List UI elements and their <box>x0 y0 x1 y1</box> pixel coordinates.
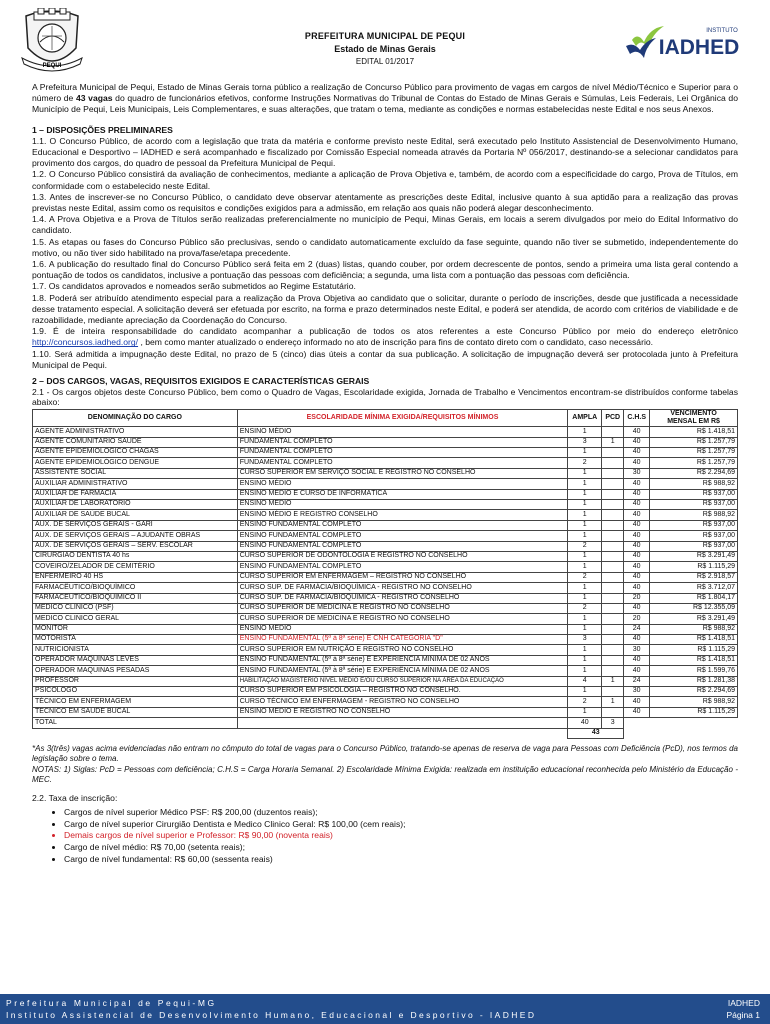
cell-chs: 40 <box>624 707 650 717</box>
municipal-crest-icon <box>20 8 84 74</box>
total-blank-chs <box>624 718 650 728</box>
cell-chs: 40 <box>624 655 650 665</box>
cell-vencimento: R$ 1.115,29 <box>650 562 738 572</box>
cell-chs: 40 <box>624 510 650 520</box>
cell-ampla: 1 <box>568 583 602 593</box>
cell-ampla: 2 <box>568 541 602 551</box>
cell-escolaridade: FUNDAMENTAL COMPLETO <box>237 448 568 458</box>
cell-ampla: 1 <box>568 687 602 697</box>
cell-vencimento: R$ 1.257,79 <box>650 448 738 458</box>
table-row <box>33 676 738 686</box>
table-row <box>33 614 738 624</box>
taxa-item: • Cargo de nível médio: R$ 70,00 (setenta reais); <box>64 842 738 854</box>
cell-chs: 40 <box>624 541 650 551</box>
footer-line-2: Instituto Assistencial de Desenvolvimento Humano, Educacional e Desportivo - IADHED <box>6 1010 537 1020</box>
cell-pcd <box>602 583 624 593</box>
cell-ampla: 1 <box>568 489 602 499</box>
cell-vencimento: R$ 12.355,09 <box>650 603 738 613</box>
cell-pcd <box>602 479 624 489</box>
cell-vencimento: R$ 1.418,51 <box>650 427 738 437</box>
table-row <box>33 603 738 613</box>
cell-cargo: NUTRICIONISTA <box>33 645 238 655</box>
cell-pcd <box>602 624 624 634</box>
grand-blank-1 <box>33 728 238 738</box>
cell-ampla: 1 <box>568 500 602 510</box>
cell-chs: 30 <box>624 645 650 655</box>
cell-vencimento: R$ 1.257,79 <box>650 458 738 468</box>
cell-ampla: 1 <box>568 645 602 655</box>
cell-pcd <box>602 687 624 697</box>
table-row <box>33 510 738 520</box>
cell-cargo: OPERADOR MAQUINAS LEVES <box>33 655 238 665</box>
total-blank-venc <box>650 718 738 728</box>
table-row <box>33 427 738 437</box>
cell-pcd <box>602 500 624 510</box>
taxa-item: • Demais cargos de nível superior e Professor: R$ 90,00 (noventa reais) <box>64 830 738 842</box>
section-2-title: 2 – DOS CARGOS, VAGAS, REQUISITOS EXIGIDOS E CARACTERÍSTICAS GERAIS <box>32 376 370 387</box>
cell-chs: 20 <box>624 593 650 603</box>
total-ampla: 40 <box>568 718 602 728</box>
cell-pcd <box>602 520 624 530</box>
grand-blank-4 <box>650 728 738 738</box>
cell-chs: 40 <box>624 427 650 437</box>
cell-escolaridade: CURSO SUPERIOR DE MEDICINA E REGISTRO NO CONSELHO <box>237 603 568 613</box>
cell-pcd <box>602 645 624 655</box>
footer-brand: IADHED <box>727 998 760 1008</box>
intro-text-2: do quadro de funcionários efetivos, conforme Instruções Normativas do Tribunal de Contas do Estado de Minas Gerais e Súmulas, Leis Federais, Lei Orgânica do Município de Pequi, Leis Municipais, Leis Complementares, e suas alterações, que tratam o tema, mediante as condições e normas estabelecidas neste Edital e nos seus Anexos. <box>32 93 738 115</box>
table-row <box>33 572 738 582</box>
cell-ampla: 3 <box>568 635 602 645</box>
cell-vencimento: R$ 3.291,49 <box>650 551 738 561</box>
paragraph-1-4: 1.4. A Prova Objetiva e a Prova de Títulos serão realizadas preferencialmente no município de Pequi, Minas Gerais, em locais a serem divulgados por meio do Edital Informativo do candidato. <box>32 214 738 236</box>
cell-chs: 40 <box>624 583 650 593</box>
table-row <box>33 624 738 634</box>
cell-vencimento: R$ 937,00 <box>650 520 738 530</box>
table-row <box>33 583 738 593</box>
cell-vencimento: R$ 988,92 <box>650 510 738 520</box>
cell-escolaridade: ENSINO MÉDIO <box>237 500 568 510</box>
cell-cargo: AUXILIAR DE SAÚDE BUCAL <box>33 510 238 520</box>
taxa-item: • Cargo de nível fundamental: R$ 60,00 (sessenta reais) <box>64 854 738 866</box>
cell-pcd <box>602 510 624 520</box>
paragraph-1-1: 1.1. O Concurso Público, de acordo com a legislação que trata da matéria e conforme previsto neste Edital, será executado pelo Instituto Assistencial de Desenvolvimento Humano, Educacional e Desportivo – IADHED e será acompanhado e fiscalizado por Comissão Especial nomeada através da Portaria Nº 056/2017, destinando-se a selecionar candidatos para provimento dos cargos, do quadro de pessoal da Prefeitura Municipal de Pequi. <box>32 135 738 169</box>
table-row <box>33 562 738 572</box>
cell-escolaridade: CURSO SUP. DE FARMÁCIA/BIOQUÍMICA - REGISTRO NO CONSELHO <box>237 583 568 593</box>
paragraph-1-5: 1.5. As etapas ou fases do Concurso Público são preclusivas, sendo o candidato automaticamente excluído da fase seguinte, quando não tiver se submetido, independentemente do motivo, ou não tiver sido habilitado na prova/fase/etapa precedente. <box>32 236 738 258</box>
cell-vencimento: R$ 988,92 <box>650 624 738 634</box>
cell-cargo: AUXILIAR DE LABORATÓRIO <box>33 500 238 510</box>
cell-chs: 40 <box>624 437 650 447</box>
header-venc-line1: VENCIMENTO <box>670 410 717 418</box>
cell-chs: 24 <box>624 624 650 634</box>
cell-ampla: 1 <box>568 551 602 561</box>
cell-vencimento: R$ 937,00 <box>650 531 738 541</box>
header-escolaridade: ESCOLARIDADE MÍNIMA EXIGIDA/REQUISITOS MÍNIMOS <box>237 410 568 427</box>
cell-vencimento: R$ 937,00 <box>650 489 738 499</box>
cell-escolaridade: ENSINO FUNDAMENTAL COMPLETO <box>237 531 568 541</box>
table-row <box>33 489 738 499</box>
paragraph-1-9-text-b: , bem como manter atualizado o endereço informado no ato de inscrição para fins de contato direto com o candidato, caso necessário. <box>138 337 654 348</box>
cell-cargo: MONITOR <box>33 624 238 634</box>
cell-chs: 40 <box>624 551 650 561</box>
cell-pcd <box>602 562 624 572</box>
grand-total: 43 <box>568 728 624 738</box>
table-header-row <box>33 410 738 427</box>
paragraph-1-2: 1.2. O Concurso Público consistirá da avaliação de conhecimentos, mediante a aplicação de Prova Objetiva e, também, de acordo com a especificidade do cargo, Prova de Títulos, em conformidade com o estabelecido neste Edital. <box>32 169 738 191</box>
cell-ampla: 2 <box>568 697 602 707</box>
cell-ampla: 1 <box>568 510 602 520</box>
paragraph-1-9-text-a: 1.9. É de inteira responsabilidade do candidato acompanhar a publicação de todos os atos referentes a este Concurso Público por meio do endereço eletrônico <box>32 326 738 337</box>
cell-chs: 40 <box>624 458 650 468</box>
cell-chs: 40 <box>624 562 650 572</box>
cell-cargo: FARMACÊUTICO/BIOQUÍMICO II <box>33 593 238 603</box>
page-footer <box>0 994 770 1024</box>
cell-cargo: AUX. DE SERVIÇOS GERAIS – SERV. ESCOLAR <box>33 541 238 551</box>
table-row <box>33 687 738 697</box>
cell-ampla: 1 <box>568 468 602 478</box>
cell-ampla: 2 <box>568 572 602 582</box>
paragraph-1-8: 1.8. Poderá ser atribuído atendimento especial para a realização da Prova Objetiva ao candidato que o solicitar, durante o período de inscrições, desde que justificada a necessidade desse tratamento especial. A solicitação deverá ser efetuada por escrito, na forma e prazo determinados neste Edital, e poderá ser atendida, de acordo com critérios de viabilidade e de razoabilidade, mediante apreciação da Coordenação do Concurso. <box>32 292 738 326</box>
cell-chs: 40 <box>624 531 650 541</box>
cell-pcd <box>602 707 624 717</box>
table-row <box>33 479 738 489</box>
cell-pcd <box>602 448 624 458</box>
total-label: TOTAL <box>33 718 238 728</box>
vacancies-table <box>32 409 738 739</box>
edital-number: EDITAL 01/2017 <box>355 57 415 66</box>
paragraph-1-6: 1.6. A publicação do resultado final do Concurso Público será feita em 2 (duas) listas, quando couber, por ordem decrescente de pontos, sendo a primeira uma lista geral contendo a pontuação de todos os candidatos, inclusive a pontuação das pessoas com deficiência; a segunda, uma lista com a pontuação das pessoas com deficiência. <box>32 259 738 281</box>
cell-vencimento: R$ 2.918,57 <box>650 572 738 582</box>
cell-chs: 40 <box>624 520 650 530</box>
cell-ampla: 1 <box>568 531 602 541</box>
total-pcd: 3 <box>602 718 624 728</box>
cell-vencimento: R$ 1.599,76 <box>650 666 738 676</box>
cell-chs: 40 <box>624 697 650 707</box>
cell-vencimento: R$ 1.115,29 <box>650 645 738 655</box>
cell-pcd: 1 <box>602 676 624 686</box>
cell-cargo: AUX. DE SERVIÇOS GERAIS – AJUDANTE OBRAS <box>33 531 238 541</box>
cell-pcd <box>602 541 624 551</box>
table-row <box>33 520 738 530</box>
header-cargo: DENOMINAÇÃO DO CARGO <box>33 410 238 427</box>
taxa-item: • Cargos de nível superior Médico PSF: R$ 200,00 (duzentos reais); <box>64 807 738 819</box>
cell-cargo: AGENTE EPIDEMIOLÓGICO DENGUE <box>33 458 238 468</box>
cell-cargo: MEDICO CLINICO GERAL <box>33 614 238 624</box>
cell-ampla: 1 <box>568 427 602 437</box>
table-row <box>33 697 738 707</box>
cell-chs: 40 <box>624 448 650 458</box>
cell-escolaridade: HABILITAÇÃO MAGISTÉRIO NÍVEL MÉDIO E/OU CURSO SUPERIOR NA ÁREA DA EDUCAÇÃO <box>237 676 568 686</box>
crest-text: PEQUI <box>42 63 62 69</box>
table-row <box>33 666 738 676</box>
cell-pcd <box>602 531 624 541</box>
cell-ampla: 1 <box>568 614 602 624</box>
cell-cargo: MEDICO CLINICO (PSF) <box>33 603 238 613</box>
cell-pcd <box>602 603 624 613</box>
paragraph-1-9 <box>32 326 738 348</box>
cell-chs: 24 <box>624 676 650 686</box>
cell-vencimento: R$ 937,00 <box>650 500 738 510</box>
cell-escolaridade: ENSINO MÉDIO <box>237 479 568 489</box>
cell-vencimento: R$ 988,92 <box>650 479 738 489</box>
cell-cargo: TÉCNICO EM ENFERMAGEM <box>33 697 238 707</box>
taxa-item: • Cargo de nível superior Cirurgião Dentista e Medico Clinico Geral: R$ 100,00 (cem reais); <box>64 819 738 831</box>
table-row <box>33 448 738 458</box>
cell-cargo: PSICÓLOGO <box>33 687 238 697</box>
header-vencimento <box>650 410 738 427</box>
cell-vencimento: R$ 1.418,51 <box>650 655 738 665</box>
cell-ampla: 2 <box>568 458 602 468</box>
cell-cargo: OPERADOR MAQUINAS PESADAS <box>33 666 238 676</box>
cell-cargo: FARMACÊUTICO/BIOQUÍMICO <box>33 583 238 593</box>
cell-cargo: CIRURGIÃO DENTISTA 40 hs <box>33 551 238 561</box>
cell-cargo: ASSISTENTE SOCIAL <box>33 468 238 478</box>
cell-chs: 20 <box>624 614 650 624</box>
cell-escolaridade: CURSO SUPERIOR DE ODONTOLOGIA E REGISTRO NO CONSELHO <box>237 551 568 561</box>
cell-escolaridade: CURSO SUPERIOR EM SERVIÇO SOCIAL E REGISTRO NO CONSELHO <box>237 468 568 478</box>
cell-pcd <box>602 489 624 499</box>
intro-vagas: 43 vagas <box>75 93 113 104</box>
logo-text: IADHED <box>658 36 740 59</box>
table-body <box>33 427 738 718</box>
cell-chs: 40 <box>624 479 650 489</box>
cell-vencimento: R$ 1.418,51 <box>650 635 738 645</box>
paragraph-2-1: 2.1 - Os cargos objetos deste Concurso Público, bem como o Quadro de Vagas, Escolaridade exigida, Jornada de Trabalho e Vencimentos encontram-se distribuídos conforme tabelas abaixo: <box>32 387 738 408</box>
footer-line-1: Prefeitura Municipal de Pequi-MG <box>6 998 217 1008</box>
cell-chs: 40 <box>624 489 650 499</box>
table-row <box>33 458 738 468</box>
cell-cargo: AGENTE ADMINISTRATIVO <box>33 427 238 437</box>
note-siglas: NOTAS: 1) Siglas: PcD = Pessoas com deficiência; C.H.S = Carga Horaria Semanal. 2) Escolaridade Mínima Exigida: realizada em instituição educacional reconhecida pelo Ministério da Educação - MEC. <box>32 765 738 784</box>
table-total-row <box>33 718 738 728</box>
cell-escolaridade: CURSO SUPERIOR DE MEDICINA E REGISTRO NO CONSELHO <box>237 614 568 624</box>
section-1-title: 1 – DISPOSIÇÕES PRELIMINARES <box>32 124 173 135</box>
taxa-list <box>32 807 738 865</box>
cell-ampla: 1 <box>568 479 602 489</box>
cell-escolaridade: ENSINO FUNDAMENTAL COMPLETO <box>237 541 568 551</box>
cell-ampla: 1 <box>568 562 602 572</box>
cell-escolaridade: ENSINO FUNDAMENTAL (5ª à 8ª série) E EXPERIÊNCIA MÍNIMA DE 02 ANOS <box>237 655 568 665</box>
cell-escolaridade: ENSINO MÉDIO <box>237 624 568 634</box>
cell-cargo: AGENTE EPIDEMIOLÓGICO CHAGAS <box>33 448 238 458</box>
taxa-title: 2.2. Taxa de inscrição: <box>32 793 118 803</box>
cell-pcd: 1 <box>602 697 624 707</box>
grand-blank-3 <box>624 728 650 738</box>
cell-escolaridade: ENSINO MÉDIO E REGISTRO CONSELHO <box>237 510 568 520</box>
cell-chs: 30 <box>624 468 650 478</box>
cell-pcd <box>602 572 624 582</box>
table-row <box>33 551 738 561</box>
cell-vencimento: R$ 937,00 <box>650 541 738 551</box>
page-header <box>0 0 770 80</box>
header-pcd: PCD <box>602 410 624 427</box>
header-title-block <box>240 31 530 66</box>
total-empty <box>237 718 568 728</box>
cell-escolaridade: FUNDAMENTAL COMPLETO <box>237 437 568 447</box>
header-venc-line2: MENSAL EM R$ <box>667 418 720 426</box>
cell-vencimento: R$ 3.291,49 <box>650 614 738 624</box>
cell-cargo: AGENTE COMUNITÁRIO SAÚDE <box>33 437 238 447</box>
cell-cargo: COVEIRO/ZELADOR DE CEMITÉRIO <box>33 562 238 572</box>
paragraph-1-3: 1.3. Antes de inscrever-se no Concurso Público, o candidato deve observar atentamente as prescrições deste Edital, inclusive quanto à sua aptidão para a realização das provas previstas neste Edital, assim como os requisitos e condições exigidos para a admissão, em relação aos quais não poderá alegar desconhecimento. <box>32 191 738 214</box>
cell-vencimento: R$ 2.294,69 <box>650 687 738 697</box>
cell-cargo: ENFERMEIRO 40 HS <box>33 572 238 582</box>
cell-pcd <box>602 614 624 624</box>
cell-ampla: 1 <box>568 707 602 717</box>
cell-ampla: 1 <box>568 520 602 530</box>
cell-cargo: AUX. DE SERVIÇOS GERAIS - GARI <box>33 520 238 530</box>
cell-vencimento: R$ 1.257,79 <box>650 437 738 447</box>
cell-cargo: MOTORISTA <box>33 635 238 645</box>
page-number: Página 1 <box>726 1010 760 1020</box>
concursos-link[interactable]: http://concursos.iadhed.org/ <box>32 337 139 348</box>
cell-escolaridade: ENSINO MÉDIO E REGISTRO NO CONSELHO <box>237 707 568 717</box>
cell-escolaridade: FUNDAMENTAL COMPLETO <box>237 458 568 468</box>
cell-pcd <box>602 551 624 561</box>
cell-pcd <box>602 468 624 478</box>
cell-ampla: 1 <box>568 448 602 458</box>
cell-chs: 40 <box>624 500 650 510</box>
cell-escolaridade: CURSO TÉCNICO EM ENFERMAGEM - REGISTRO NO CONSELHO <box>237 697 568 707</box>
cell-pcd <box>602 666 624 676</box>
cell-escolaridade: CURSO SUPERIOR EM PSICOLOGIA – REGISTRO NO CONSELHO. <box>237 687 568 697</box>
cell-vencimento: R$ 3.712,07 <box>650 583 738 593</box>
cell-escolaridade: CURSO SUPERIOR EM ENFERMAGEM – REGISTRO NO CONSELHO <box>237 572 568 582</box>
table-row <box>33 707 738 717</box>
logo-small-text: INSTITUTO <box>706 28 738 34</box>
table-row <box>33 655 738 665</box>
cell-ampla: 1 <box>568 593 602 603</box>
cell-ampla: 2 <box>568 603 602 613</box>
table-row <box>33 531 738 541</box>
iadhed-logo-icon <box>624 20 742 64</box>
cell-escolaridade: CURSO SUP. DE FARMÁCIA/BIOQUÍMICA - REGISTRO CONSELHO <box>237 593 568 603</box>
cell-ampla: 1 <box>568 624 602 634</box>
cell-vencimento: R$ 988,92 <box>650 697 738 707</box>
page-subtitle: Estado de Minas Gerais <box>334 44 436 54</box>
cell-escolaridade: ENSINO FUNDAMENTAL (5ª à 8ª série) E CNH CATEGORIA "D" <box>237 635 568 645</box>
cell-vencimento: R$ 2.294,69 <box>650 468 738 478</box>
table-row <box>33 635 738 645</box>
cell-pcd <box>602 655 624 665</box>
grand-blank-2 <box>237 728 568 738</box>
page-title: PREFEITURA MUNICIPAL DE PEQUI <box>304 31 466 41</box>
table-row <box>33 468 738 478</box>
cell-chs: 40 <box>624 635 650 645</box>
cell-ampla: 1 <box>568 655 602 665</box>
header-ampla: AMPLA <box>568 410 602 427</box>
intro-paragraph <box>32 82 738 116</box>
cell-chs: 40 <box>624 666 650 676</box>
cell-cargo: PROFESSOR <box>33 676 238 686</box>
cell-escolaridade: ENSINO MÉDIO E CURSO DE INFORMÁTICA <box>237 489 568 499</box>
paragraph-1-7: 1.7. Os candidatos aprovados e nomeados serão submetidos ao Regime Estatutário. <box>32 281 356 292</box>
cell-vencimento: R$ 1.281,38 <box>650 676 738 686</box>
cell-vencimento: R$ 1.115,29 <box>650 707 738 717</box>
cell-escolaridade: CURSO SUPERIOR EM NUTRIÇÃO E REGISTRO NO CONSELHO <box>237 645 568 655</box>
cell-escolaridade: ENSINO FUNDAMENTAL (5ª à 8ª série) E EXPERIÊNCIA MÍNIMA DE 02 ANOS <box>237 666 568 676</box>
cell-chs: 30 <box>624 687 650 697</box>
table-row <box>33 541 738 551</box>
cell-ampla: 1 <box>568 666 602 676</box>
cell-pcd <box>602 427 624 437</box>
cell-escolaridade: ENSINO MÉDIO <box>237 427 568 437</box>
cell-chs: 40 <box>624 572 650 582</box>
table-row <box>33 593 738 603</box>
grand-total-row <box>33 728 738 738</box>
intro-text-1: A Prefeitura Municipal de Pequi, Estado de Minas Gerais torna público a realização de Concurso Público para provimento de vagas em cargos de nível Médio/Técnico e Superior para o número de <box>32 82 738 104</box>
document-body <box>32 82 738 865</box>
cell-vencimento: R$ 1.804,17 <box>650 593 738 603</box>
note-reserva: *As 3(três) vagas acima evidenciadas não entram no cômputo do total de vagas para o Concurso Público, tratando-se apenas de reserva de vaga para Pessoas com Deficiência (PcD), nos termos da legislação sobre o tema. <box>32 744 738 763</box>
cell-pcd <box>602 593 624 603</box>
table-row <box>33 645 738 655</box>
cell-cargo: AUXILIAR DE FARMÁCIA <box>33 489 238 499</box>
cell-pcd <box>602 635 624 645</box>
header-chs: C.H.S <box>624 410 650 427</box>
cell-ampla: 3 <box>568 437 602 447</box>
table-row <box>33 437 738 447</box>
cell-escolaridade: ENSINO FUNDAMENTAL COMPLETO <box>237 562 568 572</box>
table-row <box>33 500 738 510</box>
cell-chs: 40 <box>624 603 650 613</box>
paragraph-1-10: 1.10. Será admitida a impugnação deste Edital, no prazo de 5 (cinco) dias úteis a contar da sua publicação. A solicitação de impugnação deverá ser protocolada junto à Prefeitura Municipal de Pequi. <box>32 348 738 370</box>
cell-escolaridade: ENSINO FUNDAMENTAL COMPLETO <box>237 520 568 530</box>
cell-pcd <box>602 458 624 468</box>
cell-cargo: AUXILIAR ADMINISTRATIVO <box>33 479 238 489</box>
cell-cargo: TÉCNICO EM SAÚDE BUCAL <box>33 707 238 717</box>
cell-ampla: 4 <box>568 676 602 686</box>
cell-pcd: 1 <box>602 437 624 447</box>
